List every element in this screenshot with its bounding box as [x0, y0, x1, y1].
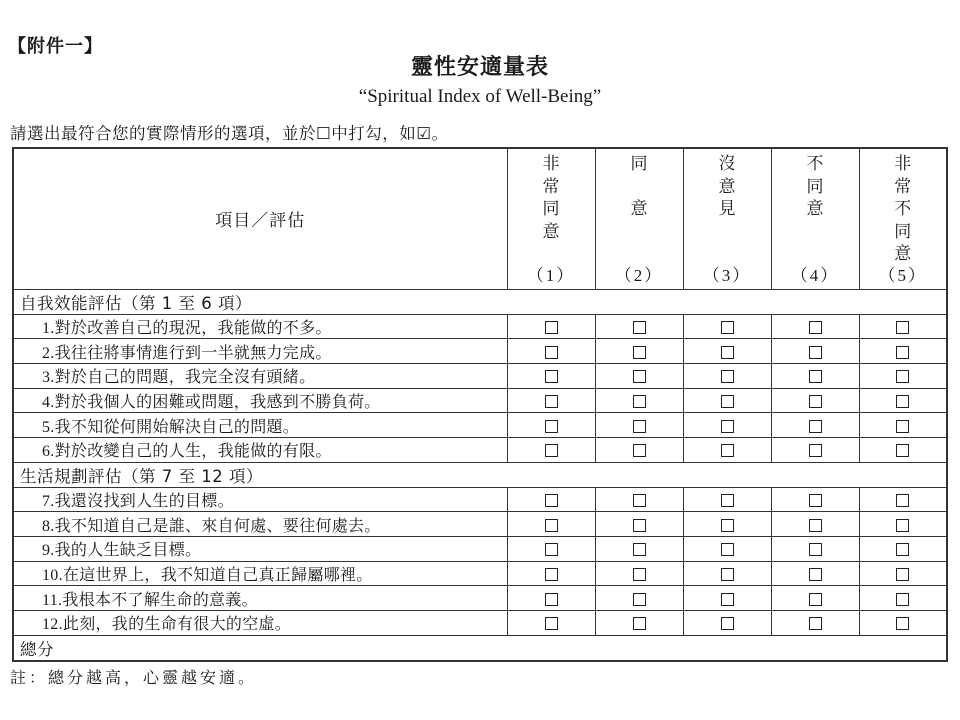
option-label	[684, 153, 771, 221]
option-cell-5	[859, 413, 947, 438]
item-cell	[13, 611, 507, 636]
checkbox[interactable]	[633, 617, 646, 630]
option-cell-1	[507, 314, 595, 339]
item-number: 4.	[42, 393, 55, 411]
item-number: 7.	[42, 492, 55, 510]
checkbox[interactable]	[633, 593, 646, 606]
checkbox[interactable]	[809, 519, 822, 532]
option-cell-4	[771, 537, 859, 562]
item-number: 11.	[42, 591, 63, 609]
option-cell-5	[859, 537, 947, 562]
option-cell-3	[683, 537, 771, 562]
checkbox[interactable]	[633, 395, 646, 408]
table-row	[13, 537, 947, 562]
option-cell-1	[507, 561, 595, 586]
item-cell	[13, 437, 507, 462]
option-cell-5	[859, 611, 947, 636]
option-cell-1	[507, 611, 595, 636]
option-label-char: 沒	[718, 154, 736, 174]
item-cell	[13, 314, 507, 339]
footnote: 註：總分越高，心靈越安適。	[10, 668, 258, 687]
option-cell-4	[771, 586, 859, 611]
option-cell-3	[683, 586, 771, 611]
option-label	[596, 153, 683, 221]
item-number: 3.	[42, 369, 55, 387]
item-cell	[13, 413, 507, 438]
option-cell-2	[595, 388, 683, 413]
option-cell-5	[859, 512, 947, 537]
option-cell-2	[595, 537, 683, 562]
section-row	[13, 289, 947, 314]
option-cell-1	[507, 388, 595, 413]
option-cell-5	[859, 363, 947, 388]
item-text: 我不知道自己是誰、來自何處、要往何處去。	[54, 515, 381, 535]
checkbox[interactable]	[721, 593, 734, 606]
option-cell-4	[771, 611, 859, 636]
option-label-char: 非	[542, 154, 560, 174]
option-cell-2	[595, 413, 683, 438]
checkbox[interactable]	[545, 494, 558, 507]
item-cell	[13, 363, 507, 388]
checkbox[interactable]	[809, 593, 822, 606]
item-text: 對於改善自己的現況，我能做的不多。	[54, 317, 332, 337]
checkbox[interactable]	[545, 420, 558, 433]
option-cell-5	[859, 586, 947, 611]
table-row	[13, 413, 947, 438]
item-cell	[13, 561, 507, 586]
item-text: 對於我個人的困難或問題，我感到不勝負荷。	[54, 391, 381, 411]
checkbox[interactable]	[545, 593, 558, 606]
item-cell	[13, 512, 507, 537]
option-label	[860, 153, 947, 266]
item-number: 5.	[42, 418, 55, 436]
checkbox[interactable]	[809, 321, 822, 334]
checkbox[interactable]	[809, 346, 822, 359]
option-cell-1	[507, 512, 595, 537]
checkbox[interactable]	[721, 543, 734, 556]
item-number: 2.	[42, 344, 55, 362]
checkbox[interactable]	[896, 395, 909, 408]
checkbox[interactable]	[809, 370, 822, 383]
table-row	[13, 611, 947, 636]
item-text: 在這世界上，我不知道自己真正歸屬哪裡。	[62, 565, 373, 585]
checkbox[interactable]	[633, 568, 646, 581]
option-label-char: 意	[894, 244, 912, 264]
checkbox[interactable]	[545, 321, 558, 334]
option-label-char: 同	[806, 176, 824, 197]
item-cell	[13, 487, 507, 512]
checkbox[interactable]	[896, 370, 909, 383]
option-cell-3	[683, 487, 771, 512]
option-cell-3	[683, 512, 771, 537]
option-cell-1	[507, 437, 595, 462]
option-cell-3	[683, 339, 771, 364]
item-number: 9.	[42, 542, 55, 560]
checkbox[interactable]	[633, 370, 646, 383]
checkbox[interactable]	[633, 519, 646, 532]
option-cell-1	[507, 363, 595, 388]
option-cell-4	[771, 363, 859, 388]
table-row	[13, 561, 947, 586]
scale-table	[12, 147, 948, 662]
option-cell-2	[595, 363, 683, 388]
option-cell-3	[683, 363, 771, 388]
checkbox[interactable]	[721, 568, 734, 581]
checkbox[interactable]	[721, 494, 734, 507]
checkbox[interactable]	[633, 543, 646, 556]
option-cell-1	[507, 586, 595, 611]
table-row	[13, 363, 947, 388]
option-cell-4	[771, 487, 859, 512]
option-cell-4	[771, 512, 859, 537]
option-number: （3）	[702, 265, 752, 285]
option-cell-2	[595, 339, 683, 364]
checkbox[interactable]	[896, 321, 909, 334]
option-cell-1	[507, 537, 595, 562]
item-text: 我的人生缺乏目標。	[54, 540, 202, 560]
option-cell-3	[683, 437, 771, 462]
option-header-1	[507, 148, 595, 289]
option-label-char: 不	[806, 154, 824, 174]
option-label-char: 不	[894, 199, 912, 219]
checkbox[interactable]	[809, 395, 822, 408]
checkbox[interactable]	[545, 395, 558, 408]
checkbox[interactable]	[633, 494, 646, 507]
checkbox[interactable]	[896, 593, 909, 606]
option-label-char: 意	[630, 199, 648, 219]
option-cell-5	[859, 339, 947, 364]
checkbox[interactable]	[896, 420, 909, 433]
checkbox[interactable]	[721, 370, 734, 383]
total-label: 總分	[13, 635, 947, 661]
checkbox[interactable]	[545, 617, 558, 630]
option-label-char: 非	[894, 154, 912, 174]
option-label-char: 同	[894, 221, 912, 242]
section-row	[13, 462, 947, 487]
item-text: 我往往將事情進行到一半就無力完成。	[54, 342, 332, 362]
checkbox[interactable]	[633, 444, 646, 457]
checkbox[interactable]	[633, 321, 646, 334]
option-cell-3	[683, 561, 771, 586]
option-cell-4	[771, 388, 859, 413]
checkbox[interactable]	[809, 617, 822, 630]
checkbox[interactable]	[545, 444, 558, 457]
checkbox[interactable]	[721, 346, 734, 359]
section-title: 生活規劃評估（第 7 至 12 項）	[13, 462, 947, 487]
attachment-label: 【附件一】	[8, 36, 103, 57]
checkbox[interactable]	[721, 321, 734, 334]
table-row	[13, 437, 947, 462]
option-cell-2	[595, 586, 683, 611]
checkbox[interactable]	[896, 346, 909, 359]
option-header-5	[859, 148, 947, 289]
option-number: （1）	[526, 265, 576, 285]
option-cell-5	[859, 487, 947, 512]
option-cell-2	[595, 314, 683, 339]
option-cell-2	[595, 561, 683, 586]
checkbox[interactable]	[545, 370, 558, 383]
option-label	[508, 153, 595, 243]
option-label-char: 同	[542, 199, 560, 219]
option-label-char: 同	[630, 154, 648, 174]
option-cell-3	[683, 314, 771, 339]
option-cell-5	[859, 314, 947, 339]
option-header-4	[771, 148, 859, 289]
item-number: 1.	[42, 319, 55, 337]
table-row	[13, 339, 947, 364]
option-cell-4	[771, 314, 859, 339]
option-cell-2	[595, 512, 683, 537]
item-cell	[13, 388, 507, 413]
checkbox[interactable]	[896, 617, 909, 630]
instruction-text: 請選出最符合您的實際情形的選項，並於☐中打勾，如☑。	[10, 124, 449, 143]
table-row	[13, 314, 947, 339]
item-cell	[13, 586, 507, 611]
item-text: 對於自己的問題，我完全沒有頭緒。	[54, 367, 316, 387]
option-label	[772, 153, 859, 221]
option-number: （2）	[614, 265, 664, 285]
table-header-row	[13, 148, 947, 289]
checkbox[interactable]	[721, 420, 734, 433]
item-column-header: 項目／評估	[13, 148, 507, 289]
item-cell	[13, 537, 507, 562]
item-number: 8.	[42, 517, 55, 535]
option-label-char	[596, 176, 683, 199]
item-cell	[13, 339, 507, 364]
option-cell-1	[507, 413, 595, 438]
section-title: 自我效能評估（第 1 至 6 項）	[13, 289, 947, 314]
checkbox[interactable]	[809, 568, 822, 581]
table-row	[13, 388, 947, 413]
item-text: 我不知從何開始解決自己的問題。	[54, 416, 300, 436]
item-number: 12.	[42, 616, 63, 634]
table-row	[13, 586, 947, 611]
option-cell-3	[683, 388, 771, 413]
checkbox[interactable]	[896, 568, 909, 581]
item-text: 對於改變自己的人生，我能做的有限。	[54, 441, 332, 461]
option-cell-4	[771, 561, 859, 586]
checkbox[interactable]	[545, 519, 558, 532]
option-cell-4	[771, 413, 859, 438]
checkbox[interactable]	[721, 395, 734, 408]
option-cell-1	[507, 339, 595, 364]
option-cell-5	[859, 437, 947, 462]
option-cell-3	[683, 611, 771, 636]
option-cell-2	[595, 437, 683, 462]
checkbox[interactable]	[633, 346, 646, 359]
total-row	[13, 635, 947, 661]
item-number: 6.	[42, 443, 55, 461]
checkbox[interactable]	[545, 568, 558, 581]
option-cell-2	[595, 487, 683, 512]
item-number: 10.	[42, 567, 63, 585]
checkbox[interactable]	[896, 494, 909, 507]
option-header-3	[683, 148, 771, 289]
option-cell-3	[683, 413, 771, 438]
checkbox[interactable]	[896, 444, 909, 457]
checkbox[interactable]	[809, 543, 822, 556]
option-cell-5	[859, 388, 947, 413]
page-subtitle: “Spiritual Index of Well-Being”	[358, 86, 602, 107]
option-cell-5	[859, 561, 947, 586]
checkbox[interactable]	[721, 617, 734, 630]
option-cell-1	[507, 487, 595, 512]
option-label-char: 意	[718, 176, 736, 197]
option-label-char: 意	[542, 221, 560, 242]
item-text: 我還沒找到人生的目標。	[54, 490, 234, 510]
option-label-char: 常	[894, 176, 912, 197]
option-number: （4）	[790, 265, 840, 285]
checkbox[interactable]	[545, 543, 558, 556]
option-cell-2	[595, 611, 683, 636]
option-label-char: 意	[806, 199, 824, 219]
item-text: 此刻，我的生命有很大的空虛。	[62, 614, 292, 634]
checkbox[interactable]	[545, 346, 558, 359]
checkbox[interactable]	[809, 494, 822, 507]
option-label-char: 常	[542, 176, 560, 197]
checkbox[interactable]	[896, 519, 909, 532]
option-cell-4	[771, 339, 859, 364]
checkbox[interactable]	[809, 420, 822, 433]
page-title: 靈性安適量表	[410, 55, 549, 80]
checkbox[interactable]	[633, 420, 646, 433]
checkbox[interactable]	[721, 519, 734, 532]
table-row	[13, 487, 947, 512]
checkbox[interactable]	[809, 444, 822, 457]
checkbox[interactable]	[896, 543, 909, 556]
item-text: 我根本不了解生命的意義。	[62, 589, 258, 609]
option-header-2	[595, 148, 683, 289]
option-cell-4	[771, 437, 859, 462]
checkbox[interactable]	[721, 444, 734, 457]
option-number: （5）	[878, 265, 927, 285]
option-label-char: 見	[718, 199, 736, 219]
table-row	[13, 512, 947, 537]
